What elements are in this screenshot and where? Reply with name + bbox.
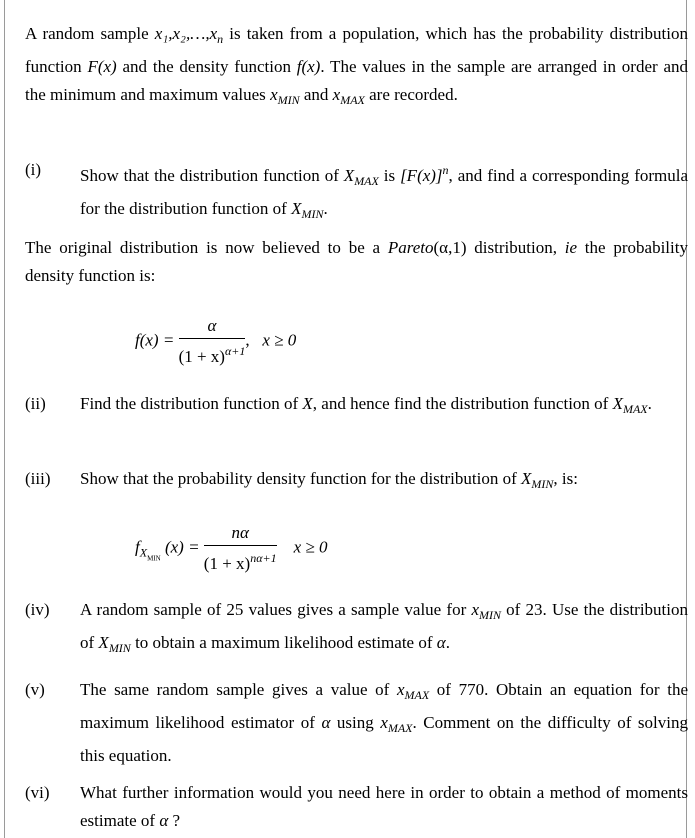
text: to obtain a maximum likelihood estimate of <box>130 633 437 652</box>
intro-text: is taken from a population, which has the probability distribution function <box>25 24 689 76</box>
text: What further information would you need here in order to obtain a method of moments estimate of <box>80 783 688 830</box>
math-sub: MAX <box>340 93 365 107</box>
text: of 770. Obtain an equation for the maximum likelihood estimator of <box>80 680 688 732</box>
math-sub: MIN <box>478 608 501 622</box>
intro-text: and <box>299 85 333 104</box>
part-number: (vi) <box>25 783 50 802</box>
formula-lhs: f(x) = <box>135 330 175 350</box>
text: . <box>323 199 328 218</box>
pareto-paragraph <box>25 234 688 290</box>
text: is <box>378 166 401 185</box>
math-x: x <box>396 680 405 699</box>
formula-X: X <box>139 545 148 560</box>
ie-word: ie <box>564 238 578 257</box>
den-text: (1 + x) <box>178 347 225 366</box>
text: Show that the distribution function of <box>80 166 344 185</box>
math-Fx: F(x) <box>87 57 117 76</box>
math-sub: MIN <box>108 641 131 655</box>
math-x: x <box>471 600 479 619</box>
intro-text: and the density function <box>116 57 297 76</box>
text: , is: <box>553 469 578 488</box>
part-text <box>80 596 688 662</box>
den-power: α+1 <box>224 344 246 358</box>
math-sub: MAX <box>622 402 648 416</box>
text: (α,1) <box>433 238 467 257</box>
text: the probability density function is: <box>25 238 688 285</box>
math-alpha: α <box>321 713 331 732</box>
intro-text: A random sample <box>25 24 155 43</box>
math-X: X <box>291 199 302 218</box>
text: . Comment on the difficulty of solving this equation. <box>80 713 688 765</box>
part-text <box>80 465 688 498</box>
text: The same random sample gives a value of <box>80 680 397 699</box>
condition: x ≥ 0 <box>293 537 328 557</box>
math-alpha: α <box>159 811 169 830</box>
math-x: x <box>270 85 278 104</box>
pareto-density-formula <box>135 316 296 367</box>
part-text <box>80 676 688 770</box>
math-sub: MIN <box>277 93 300 107</box>
math-sub: MIN <box>531 477 554 491</box>
text: ? <box>168 811 181 830</box>
den-text: (1 + x) <box>203 554 251 573</box>
text: , and find a corresponding formula for the distribution function of <box>80 166 689 218</box>
math-sub: MAX <box>354 174 379 188</box>
math-sub: MAX <box>387 721 413 735</box>
math-alpha: α <box>436 633 446 652</box>
math-X: X <box>521 469 532 488</box>
fraction <box>179 316 246 367</box>
math-x: x <box>332 85 341 104</box>
math-X: X <box>612 394 623 413</box>
part-number: (iii) <box>25 469 51 488</box>
text: distribution, <box>466 238 565 257</box>
text: Show that the probability density function for the distribution of <box>80 469 521 488</box>
math-X: X <box>98 633 109 652</box>
part-text <box>80 390 688 423</box>
text: . <box>647 394 652 413</box>
formula-lhs: (x) = <box>164 537 200 557</box>
document-frame <box>4 0 687 838</box>
numerator: nα <box>204 523 277 546</box>
den-power: nα+1 <box>250 551 277 565</box>
part-text <box>80 156 688 228</box>
text: using <box>330 713 381 732</box>
text: . <box>445 633 450 652</box>
math-fx: f(x) <box>296 57 321 76</box>
part-number: (i) <box>25 160 42 179</box>
part-number: (ii) <box>25 394 46 413</box>
text: The original distribution is now believed to be a <box>25 238 388 257</box>
comma: , <box>245 330 250 350</box>
math-Fpow: [F(x)] <box>400 166 443 185</box>
denominator <box>179 339 246 367</box>
math-sub: MAX <box>404 688 430 702</box>
fraction <box>204 523 277 574</box>
formula-sub: MIN <box>147 554 161 563</box>
pareto-word: Pareto <box>387 238 434 257</box>
text: , and hence find the distribution function of <box>312 394 613 413</box>
text: of 23. Use the distribution of <box>80 600 688 652</box>
numerator: α <box>179 316 246 339</box>
intro-paragraph <box>25 20 688 114</box>
intro-text: are recorded. <box>364 85 458 104</box>
denominator <box>204 546 277 574</box>
math-X: X <box>343 166 355 185</box>
condition: x ≥ 0 <box>262 330 297 350</box>
min-density-formula <box>135 523 328 574</box>
math-X: X <box>302 394 313 413</box>
intro-text: . The values in the sample are arranged in order and the minimum and maximum values <box>25 57 689 104</box>
text: Find the distribution function of <box>80 394 303 413</box>
math-sup: n <box>442 163 449 177</box>
part-number: (iv) <box>25 600 50 619</box>
text: A random sample of 25 values gives a sample value for <box>80 600 472 619</box>
part-text <box>80 779 688 835</box>
math-x: x <box>380 713 388 732</box>
math-sub: MIN <box>301 207 324 221</box>
math-sample: x₁,x₂,…,x <box>154 24 218 43</box>
part-number: (v) <box>25 680 45 699</box>
formula-f: f <box>135 537 140 557</box>
math-sub: n <box>217 32 224 46</box>
